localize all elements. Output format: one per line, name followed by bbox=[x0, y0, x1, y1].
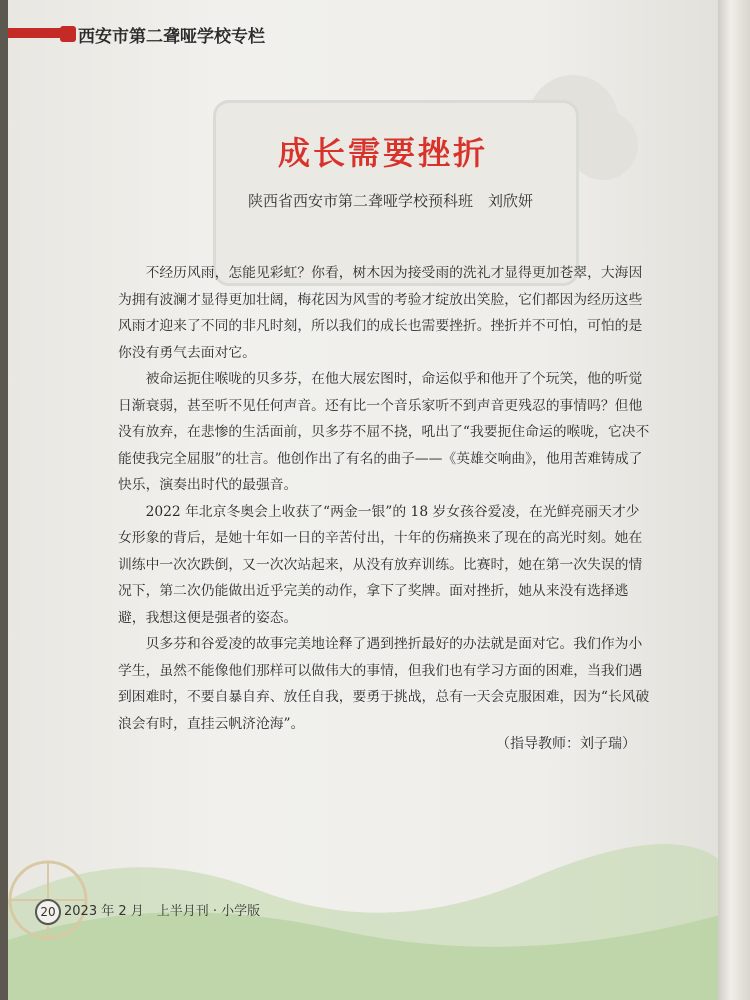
teacher-note: （指导教师：刘子瑞） bbox=[496, 736, 636, 752]
magazine-page bbox=[8, 0, 720, 1000]
page-number: 20 bbox=[35, 899, 61, 925]
page-gutter bbox=[718, 0, 750, 1000]
column-header-title: 西安市第二聋哑学校专栏 bbox=[78, 27, 265, 47]
article-title: 成长需要挫折 bbox=[278, 134, 489, 172]
header-red-bar bbox=[8, 28, 66, 38]
issue-info: 2023 年 2 月 上半月刊 · 小学版 bbox=[64, 904, 261, 919]
article-body bbox=[118, 260, 653, 737]
paragraph: 2022 年北京冬奥会上收获了“两金一银”的 18 岁女孩谷爱凌，在光鲜亮丽天才少女形象的背后，是她十年如一日的辛苦付出，十年的伤痛换来了现在的高光时刻。她在训练中一次次跌倒，又一次次站起来，从没有放弃训练。比赛时，她在第一次失误的情况下，第二次仍能做出近乎完美的动作，拿下了奖牌。面对挫折，她从来没有选择逃避，我想这便是强者的姿态。 bbox=[118, 503, 643, 626]
column-logo-icon bbox=[60, 26, 76, 42]
paragraph: 贝多芬和谷爱凌的故事完美地诠释了遇到挫折最好的办法就是面对它。我们作为小学生，虽然不能像他们那样可以做伟大的事情，但我们也有学习方面的困难，当我们遇到困难时，不要自暴自弃、放任自我，要勇于挑战，总有一天会克服困难，因为“长风破浪会有时，直挂云帆济沧海”。 bbox=[118, 636, 650, 732]
paragraph: 被命运扼住喉咙的贝多芬，在他大展宏图时，命运似乎和他开了个玩笑，他的听觉日渐衰弱，甚至听不见任何声音。还有比一个音乐家听不到声音更残忍的事情吗？但他没有放弃，在悲惨的生活面前，贝多芬不屈不挠，吼出了“我要扼住命运的喉咙，它决不能使我完全屈服”的壮言。他创作出了有名的曲子——《英雄交响曲》，他用苦难铸成了快乐，演奏出时代的最强音。 bbox=[118, 371, 650, 493]
paragraph: 不经历风雨，怎能见彩虹？你看，树木因为接受雨的洗礼才显得更加苍翠，大海因为拥有波澜才显得更加壮阔，梅花因为风雪的考验才绽放出笑脸，它们都因为经历这些风雨才迎来了不同的非凡时刻，所以我们的成长也需要挫折。挫折并不可怕，可怕的是你没有勇气去面对它。 bbox=[118, 265, 643, 361]
article-byline: 陕西省西安市第二聋哑学校预科班 刘欣妍 bbox=[248, 192, 534, 210]
